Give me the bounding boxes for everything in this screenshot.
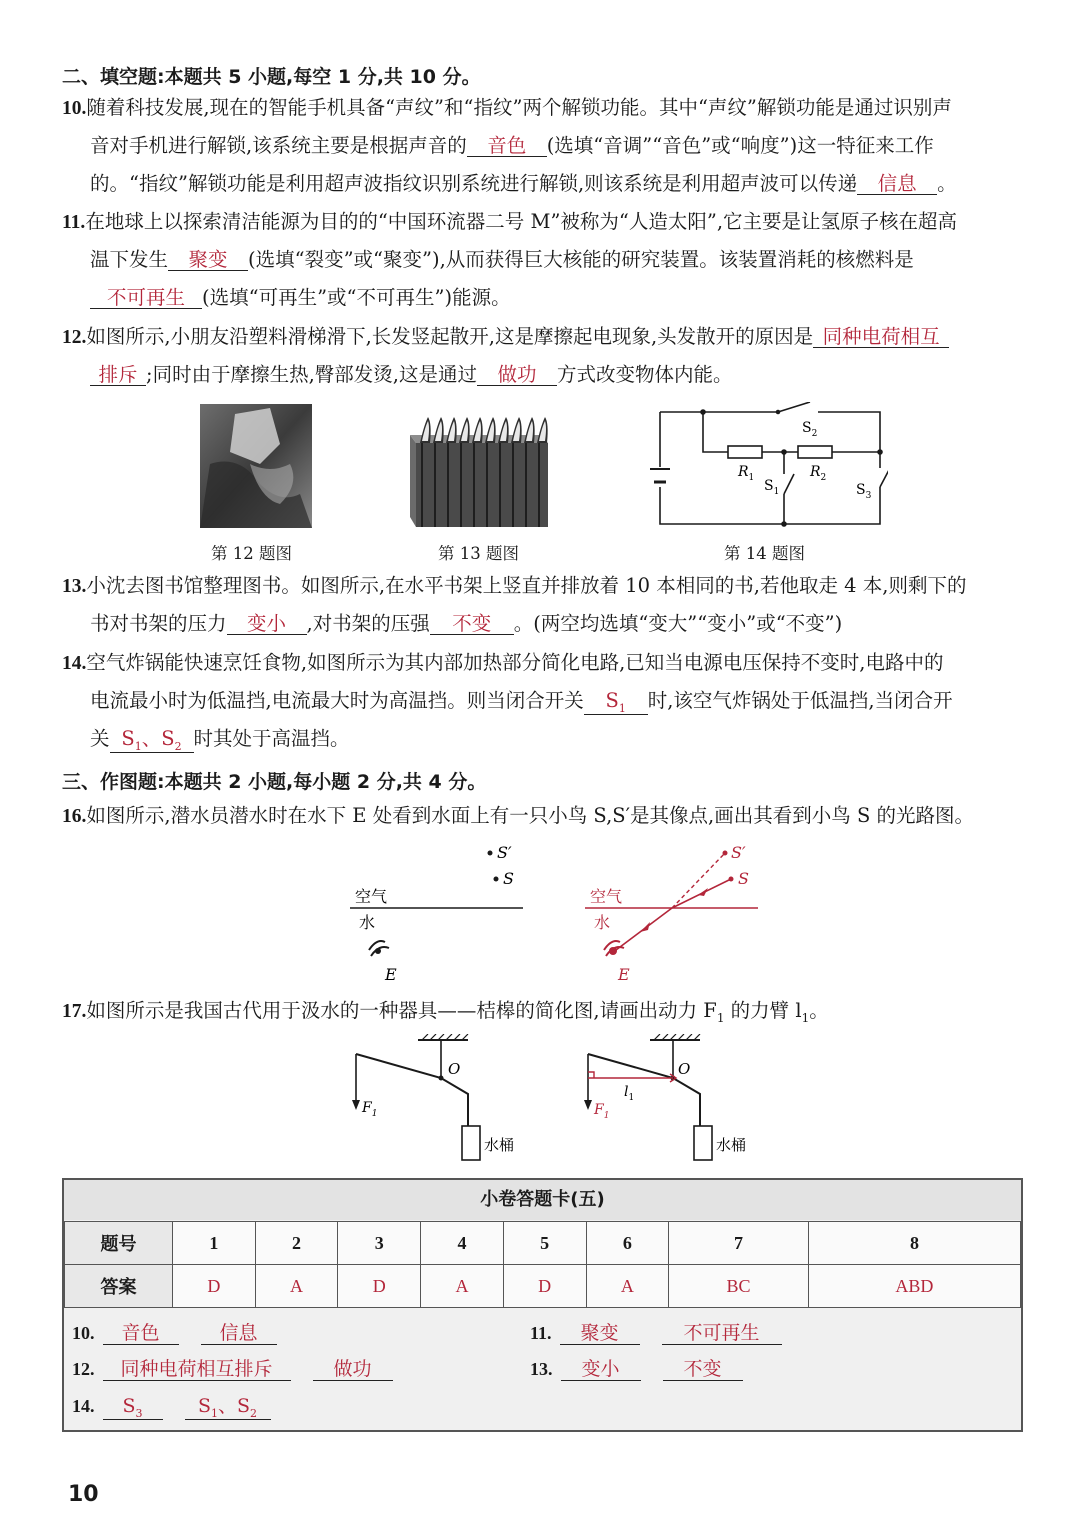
label-s: S: [738, 869, 749, 888]
question-12-line-2: [90, 365, 732, 386]
question-10-line-1: [62, 98, 952, 119]
eye-icon: [369, 941, 389, 956]
question-14-line-1: [62, 653, 943, 674]
circuit-label-s1: $S_1$: [764, 478, 780, 497]
question-text: ;同时由于摩擦生热,臀部发烫,这是通过: [146, 363, 477, 386]
answer-blank: 做功: [477, 365, 557, 386]
refraction-answer-figure: [580, 838, 770, 988]
table-cell: D: [338, 1265, 421, 1308]
question-text: 空气炸锅能快速烹饪食物,如图所示为其内部加热部分简化电路,已知当电源电压保持不变时,电路中的: [86, 651, 944, 674]
answer-blank: $S_1$: [584, 691, 648, 715]
table-cell: A: [255, 1265, 338, 1308]
question-text: 电流最小时为低温挡,电流最大时为高温挡。则当闭合开关: [90, 689, 584, 712]
question-16-text: [62, 806, 974, 827]
question-text: 随着科技发展,现在的智能手机具备“声纹”和“指纹”两个解锁功能。其中“声纹”解锁功能是通过识别声: [86, 96, 952, 119]
question-text: 温下发生: [90, 248, 169, 271]
circuit-label-s2: $S_2$: [802, 420, 818, 439]
answer-blank: $S_1$、$S_2$: [185, 1397, 271, 1420]
circuit-label-r2: $R_2$: [810, 464, 827, 483]
question-11-line-2: [90, 250, 914, 271]
answer-blank: 排斥: [90, 365, 146, 386]
question-text: 。: [937, 172, 957, 195]
label-bucket: 水桶: [716, 1136, 747, 1154]
answer-blank: 聚变: [168, 250, 248, 271]
answer-blank: 同种电荷相互排斥: [103, 1360, 291, 1381]
label-l1: $l_1$: [624, 1084, 635, 1103]
table-cell: 3: [338, 1222, 421, 1265]
question-text: 书对书架的压力: [90, 612, 227, 635]
answer-blank: 不变: [430, 614, 514, 635]
eye-icon: [604, 941, 624, 956]
figure-12-caption: 第 12 题图: [211, 544, 292, 563]
answer-blank: 信息: [201, 1324, 277, 1345]
lever-answer-figure: [572, 1034, 772, 1168]
table-row-answers: [65, 1265, 1021, 1308]
question-13-line-2: [90, 614, 842, 635]
question-text: (选填“音调”“音色”或“响度”)这一特征来工作: [546, 134, 934, 157]
row-label: 题号: [65, 1222, 173, 1265]
refraction-question-figure: [345, 838, 535, 988]
table-cell: 2: [255, 1222, 338, 1265]
question-text: (选填“裂变”或“聚变”),从而获得巨大核能的研究装置。该装置消耗的核燃料是: [248, 248, 914, 271]
label-f1: $F_1$: [594, 1102, 610, 1121]
label-air: 空气: [355, 887, 388, 906]
slide-photo-figure: [200, 404, 312, 528]
answer-blank: 信息: [857, 174, 937, 195]
question-text: 时其处于高温挡。: [193, 727, 350, 750]
question-text: 时,该空气炸锅处于低温挡,当闭合开: [647, 689, 953, 712]
label-s-prime: S′: [731, 843, 746, 862]
answer-blank: 不可再生: [90, 288, 202, 309]
label-water: 水: [359, 913, 376, 932]
card-row-11: 11. 聚变 不可再生: [530, 1322, 796, 1345]
question-10-line-2: [90, 136, 934, 157]
question-10-line-3: [90, 174, 957, 195]
answer-table: [64, 1221, 1021, 1308]
question-text: ,对书架的压强: [306, 612, 430, 635]
label-e: E: [618, 965, 630, 984]
question-number: 17.: [62, 1001, 87, 1022]
question-text: 如图所示是我国古代用于汲水的一种器具——桔槔的简化图,请画出动力 F: [86, 999, 717, 1022]
answer-blank: 不可再生: [662, 1324, 782, 1345]
answer-blank: $S_3$: [103, 1397, 163, 1420]
circuit-label-r1: $R_1$: [738, 464, 755, 483]
question-number: 14.: [62, 653, 87, 674]
question-text: 如图所示,小朋友沿塑料滑梯滑下,长发竖起散开,这是摩擦起电现象,头发散开的原因是: [86, 325, 814, 348]
question-number: 13.: [62, 576, 87, 597]
label-o: O: [678, 1060, 691, 1078]
question-number: 11.: [62, 212, 86, 233]
question-12-line-1: [62, 327, 949, 348]
question-11-line-1: [62, 212, 957, 233]
question-14-line-2: [90, 691, 953, 715]
table-cell: A: [421, 1265, 504, 1308]
question-text: (选填“可再生”或“不可再生”)能源。: [202, 286, 511, 309]
answer-blank: 变小: [561, 1360, 641, 1381]
label-o: O: [448, 1060, 461, 1078]
question-13-line-1: [62, 576, 967, 597]
answer-blank: 不变: [663, 1360, 743, 1381]
circuit-figure: [648, 402, 888, 532]
question-text: 如图所示,潜水员潜水时在水下 E 处看到水面上有一只小鸟 S,S′是其像点,画出其看到小鸟 S 的光路图。: [86, 804, 975, 827]
table-cell: D: [503, 1265, 586, 1308]
section-heading-drawing: 三、作图题:本题共 2 小题,每小题 2 分,共 4 分。: [62, 771, 487, 793]
question-number: 16.: [62, 806, 87, 827]
circuit-label-s3: $S_3$: [856, 482, 872, 501]
answer-blank: 做功: [313, 1360, 393, 1381]
question-number: 12.: [62, 327, 87, 348]
question-text: 音对手机进行解锁,该系统主要是根据声音的: [90, 134, 467, 157]
table-cell: D: [173, 1265, 256, 1308]
question-17-text: 17.如图所示是我国古代用于汲水的一种器具——桔槔的简化图,请画出动力 $F_1$ 的力臂 $l_1$。: [62, 999, 829, 1025]
label-f1: $F_1$: [362, 1100, 378, 1119]
table-cell: 4: [421, 1222, 504, 1265]
answer-card-title: 小卷答题卡(五): [64, 1180, 1021, 1220]
lever-question-figure: [340, 1034, 540, 1168]
table-cell: 7: [669, 1222, 809, 1265]
books-figure: [408, 405, 556, 529]
card-row-13: 13. 变小 不变: [530, 1358, 757, 1381]
figure-13-caption: 第 13 题图: [438, 544, 519, 563]
answer-blank: 变小: [227, 614, 307, 635]
table-cell: A: [586, 1265, 669, 1308]
question-text: 在地球上以探索清洁能源为目的的“中国环流器二号 M”被称为“人造太阳”,它主要是让氢原子核在超高: [85, 210, 958, 233]
label-s-prime: S′: [497, 843, 512, 862]
answer-card: [62, 1178, 1023, 1432]
question-11-line-3: [90, 288, 511, 309]
table-cell: 8: [808, 1222, 1020, 1265]
table-cell: ABD: [808, 1265, 1020, 1308]
question-number: 10.: [62, 98, 87, 119]
label-e: E: [385, 965, 397, 984]
table-cell: 1: [173, 1222, 256, 1265]
label-air: 空气: [590, 887, 623, 906]
question-text: 小沈去图书馆整理图书。如图所示,在水平书架上竖直并排放着 10 本相同的书,若他取走 4 本,则剩下的: [86, 574, 967, 597]
question-text: 方式改变物体内能。: [556, 363, 733, 386]
question-text: 关: [90, 727, 110, 750]
label-water: 水: [594, 913, 611, 932]
card-row-12: 12. 同种电荷相互排斥 做功: [72, 1358, 407, 1381]
card-row-14: 14. $S_3$ $S_1$、$S_2$: [72, 1395, 285, 1420]
answer-blank: $S_1$、$S_2$: [110, 729, 194, 753]
table-cell: BC: [669, 1265, 809, 1308]
answer-blank: 同种电荷相互: [813, 327, 949, 348]
section-heading-fill-blank: 二、填空题:本题共 5 小题,每空 1 分,共 10 分。: [62, 66, 481, 88]
answer-blank: 音色: [467, 136, 547, 157]
question-text: 的。“指纹”解锁功能是利用超声波指纹识别系统进行解锁,则该系统是利用超声波可以传递: [90, 172, 858, 195]
figure-14-caption: 第 14 题图: [724, 544, 805, 563]
table-row-numbers: [65, 1222, 1021, 1265]
label-bucket: 水桶: [484, 1136, 515, 1154]
question-text: 。(两空均选填“变大”“变小”或“不变”): [513, 612, 843, 635]
row-label: 答案: [65, 1265, 173, 1308]
table-cell: 6: [586, 1222, 669, 1265]
answer-blank: 聚变: [560, 1324, 640, 1345]
answer-blank: 音色: [103, 1324, 179, 1345]
page-number: 10: [68, 1482, 99, 1507]
question-14-line-3: [90, 729, 350, 753]
label-s: S: [503, 869, 514, 888]
card-row-10: 10. 音色 信息: [72, 1322, 291, 1345]
table-cell: 5: [503, 1222, 586, 1265]
